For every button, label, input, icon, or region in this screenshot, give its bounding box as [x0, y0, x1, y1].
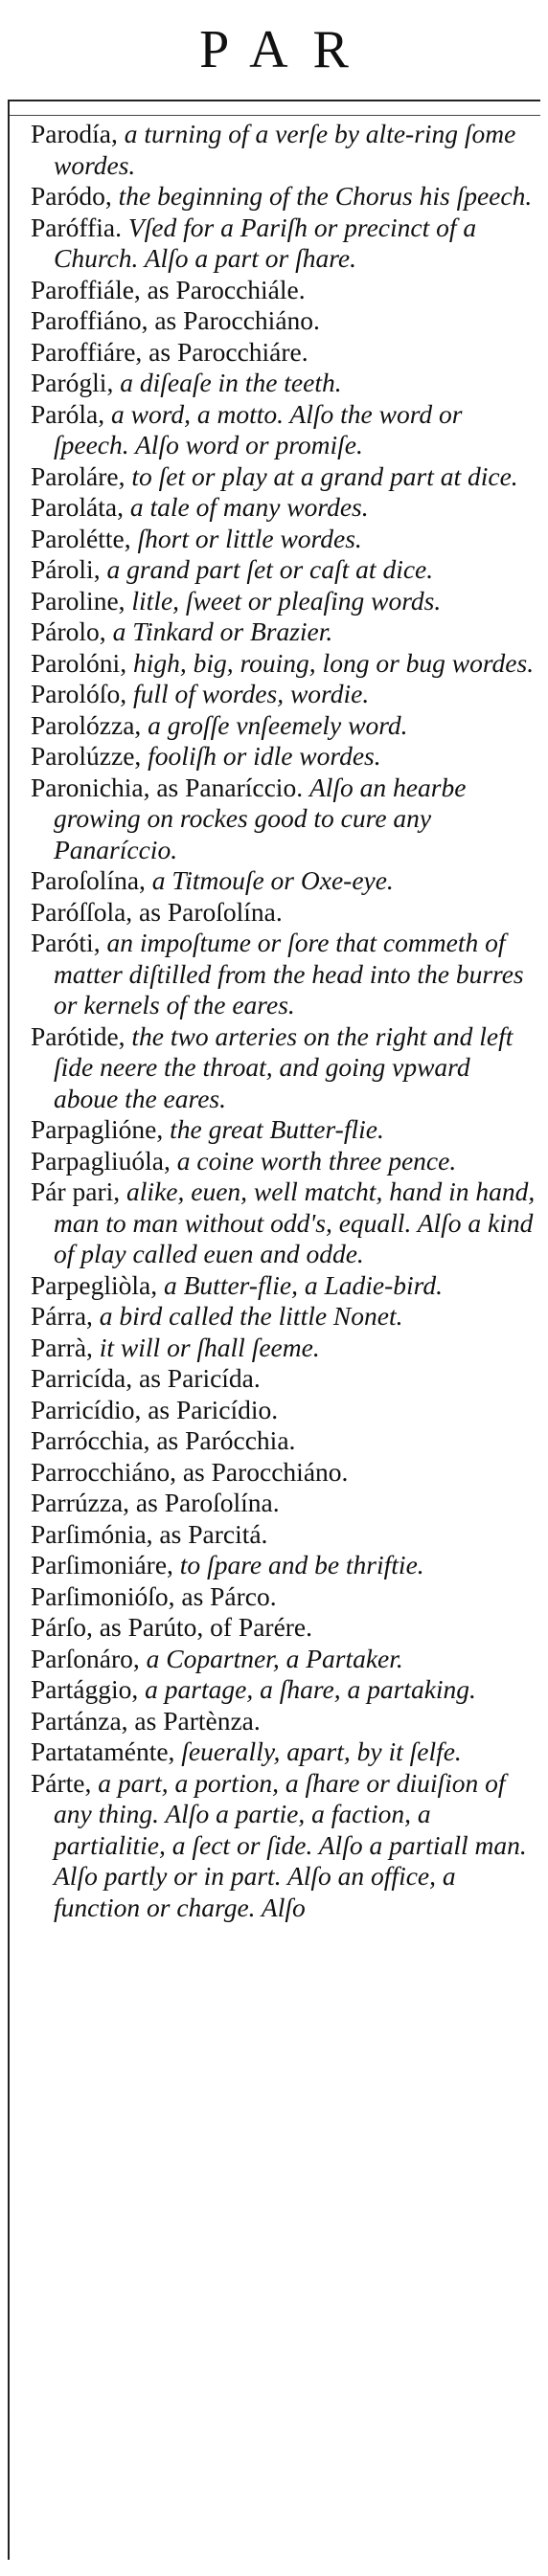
- dictionary-entry: [31, 648, 537, 680]
- headword: Parpegliòla,: [31, 1269, 158, 1300]
- headword: Parſimoniáre,: [31, 1550, 173, 1579]
- definition: the great Butter-flie.: [170, 1114, 384, 1144]
- dictionary-entry: [31, 1612, 537, 1644]
- dictionary-entry: [31, 337, 537, 369]
- headword: Parolóni,: [31, 647, 127, 678]
- dictionary-entry: [31, 181, 537, 213]
- definition: Alſo an hearbe growing on rockes good to cure any Panaríccio.: [54, 772, 467, 864]
- dictionary-entry: [31, 1581, 537, 1613]
- definition: the two arteries on the right and left ſide neere the throat, and going vpward aboue the eares.: [54, 1020, 514, 1113]
- headword: Párte,: [31, 1767, 92, 1798]
- headword: Parricída, as Paricída.: [31, 1363, 261, 1393]
- definition: a groſſe vnſeemely word.: [148, 709, 408, 740]
- dictionary-entry: [31, 679, 537, 710]
- dictionary-entry: [31, 1768, 537, 1924]
- headword: Partataménte,: [31, 1736, 175, 1766]
- headword: Paróſſola, as Paroſolína.: [31, 896, 283, 927]
- column-rule: [8, 100, 10, 2560]
- definition: alike, euen, well matcht, hand in hand, man to man without odd's, equall. Alſo a kind of play called euen and odde.: [54, 1176, 536, 1268]
- dictionary-entry: [31, 710, 537, 742]
- dictionary-entry: [31, 275, 537, 306]
- headword: Parpaglióne,: [31, 1114, 164, 1144]
- dictionary-entry: [31, 773, 537, 866]
- dictionary-entry: [31, 1146, 537, 1177]
- dictionary-entry: [31, 368, 537, 399]
- headword: Parpagliuóla,: [31, 1145, 171, 1176]
- headword: Paródo,: [31, 181, 112, 211]
- definition: an impoſtume or ſore that commeth of matter diſtilled from the head into the burres or kernels of the eares.: [54, 928, 524, 1019]
- headword: Parolúzze,: [31, 741, 142, 771]
- definition: a turning of a verſe by alte-ring ſome wordes.: [54, 119, 516, 180]
- headword: Paroláre,: [31, 460, 126, 491]
- headword: Paroſolína,: [31, 865, 146, 895]
- headword: Paróti,: [31, 928, 101, 957]
- dictionary-entries: [31, 119, 537, 1923]
- definition: litle, ſweet or pleaſing words.: [131, 585, 442, 616]
- definition: to ſet or play at a grand part at dice.: [131, 460, 518, 491]
- definition: to ſpare and be thriftie.: [179, 1550, 424, 1579]
- dictionary-entry: [31, 461, 537, 493]
- headword: Partággio,: [31, 1674, 139, 1704]
- definition: a grand part ſet or caſt at dice.: [106, 554, 434, 584]
- headword: Párolo,: [31, 616, 106, 646]
- headword: Parógli,: [31, 368, 114, 397]
- dictionary-entry: [31, 119, 537, 181]
- dictionary-entry: [31, 1674, 537, 1706]
- dictionary-entry: [31, 1550, 537, 1581]
- definition: a Titmouſe or Oxe-eye.: [151, 865, 394, 895]
- definition: high, big, rouing, long or bug wordes.: [132, 647, 535, 678]
- dictionary-entry: [31, 741, 537, 773]
- second-rule: [8, 115, 540, 116]
- dictionary-entry: [31, 1333, 537, 1364]
- dictionary-entry: [31, 1363, 537, 1395]
- headword: Parſimonióſo, as Párco.: [31, 1580, 277, 1611]
- page-header: [0, 0, 548, 96]
- headword: Paroláta,: [31, 492, 124, 522]
- headword: Parrúzza, as Paroſolína.: [31, 1488, 280, 1517]
- definition: a coine worth three pence.: [176, 1145, 457, 1176]
- dictionary-entry: [31, 1519, 537, 1551]
- headword: Paroffiáno, as Parocchiáno.: [31, 305, 320, 335]
- top-rule: [8, 100, 540, 101]
- headword: Parodía,: [31, 119, 118, 148]
- headword: Parrócchia, as Parócchia.: [31, 1425, 296, 1455]
- dictionary-entry: [31, 1021, 537, 1115]
- dictionary-entry: [31, 305, 537, 337]
- definition: a Butter-flie, a Ladie-bird.: [164, 1269, 443, 1300]
- dictionary-entry: [31, 213, 537, 275]
- dictionary-entry: [31, 586, 537, 617]
- headword: Párra,: [31, 1301, 93, 1331]
- dictionary-entry: [31, 524, 537, 555]
- definition: a diſeaſe in the teeth.: [120, 368, 342, 397]
- dictionary-entry: [31, 865, 537, 897]
- headword: Parolétte,: [31, 523, 131, 553]
- dictionary-entry: [31, 554, 537, 586]
- definition: ſeuerally, apart, by it ſelfe.: [181, 1736, 462, 1766]
- dictionary-entry: [31, 1457, 537, 1489]
- dictionary-entry: [31, 1706, 537, 1737]
- dictionary-entry: [31, 399, 537, 461]
- headword: Párſo, as Parúto, of Parére.: [31, 1612, 313, 1642]
- headword: Paronichia, as Panaríccio.: [31, 772, 304, 802]
- headword: Parolózza,: [31, 709, 142, 740]
- definition: fooliſh or idle wordes.: [148, 741, 381, 771]
- definition: a partage, a ſhare, a partaking.: [145, 1674, 476, 1704]
- definition: full of wordes, wordie.: [132, 679, 370, 708]
- dictionary-entry: [31, 1270, 537, 1302]
- definition: a bird called the little Nonet.: [99, 1301, 403, 1331]
- headword: Paroffiáre, as Parocchiáre.: [31, 336, 308, 367]
- definition: a tale of many wordes.: [129, 492, 369, 522]
- dictionary-entry: [31, 928, 537, 1021]
- headword: Parrà,: [31, 1332, 93, 1362]
- headword: Paróffia.: [31, 212, 122, 242]
- dictionary-entry: [31, 1736, 537, 1768]
- dictionary-entry: [31, 492, 537, 524]
- headword: Parótide,: [31, 1020, 126, 1051]
- definition: a part, a portion, a ſhare or diuiſion of any thing. Alſo a partie, a faction, a partialitie, a ſect or ſide. Alſo a partiall man. Alſo partly or in part. Alſo an office, a function or charge. Alſo: [54, 1767, 527, 1922]
- headword: Parricídio, as Paricídio.: [31, 1394, 279, 1424]
- headword: Parolóſo,: [31, 679, 127, 708]
- dictionary-entry: [31, 1644, 537, 1675]
- headword: Paroline,: [31, 585, 126, 616]
- dictionary-entry: [31, 1488, 537, 1519]
- definition: a Copartner, a Partaker.: [146, 1643, 403, 1673]
- dictionary-entry: [31, 897, 537, 929]
- dictionary-entry: [31, 1176, 537, 1270]
- headword: Parſonáro,: [31, 1643, 140, 1673]
- headword: Pároli,: [31, 554, 101, 584]
- dictionary-entry: [31, 1395, 537, 1426]
- headword: Partánza, as Partènza.: [31, 1705, 261, 1736]
- headword: Paroffiále, as Parocchiále.: [31, 274, 306, 304]
- running-head: PAR: [199, 20, 374, 79]
- definition: it will or ſhall ſeeme.: [99, 1332, 320, 1362]
- definition: a word, a motto. Alſo the word or ſpeech. Alſo word or promiſe.: [54, 398, 463, 459]
- definition: the beginning of the Chorus his ſpeech.: [118, 181, 533, 211]
- dictionary-entry: [31, 1301, 537, 1333]
- dictionary-entry: [31, 1114, 537, 1146]
- definition: a Tinkard or Brazier.: [112, 616, 333, 646]
- headword: Parrocchiáno, as Parocchiáno.: [31, 1456, 349, 1487]
- definition: Vſed for a Pariſh or precinct of a Church. Alſo a part or ſhare.: [54, 212, 477, 273]
- headword: Paróla,: [31, 398, 105, 429]
- definition: ſhort or little wordes.: [137, 523, 362, 553]
- headword: Parſimónia, as Parcitá.: [31, 1518, 268, 1549]
- headword: Pár pari,: [31, 1176, 121, 1206]
- dictionary-entry: [31, 1425, 537, 1457]
- dictionary-entry: [31, 616, 537, 648]
